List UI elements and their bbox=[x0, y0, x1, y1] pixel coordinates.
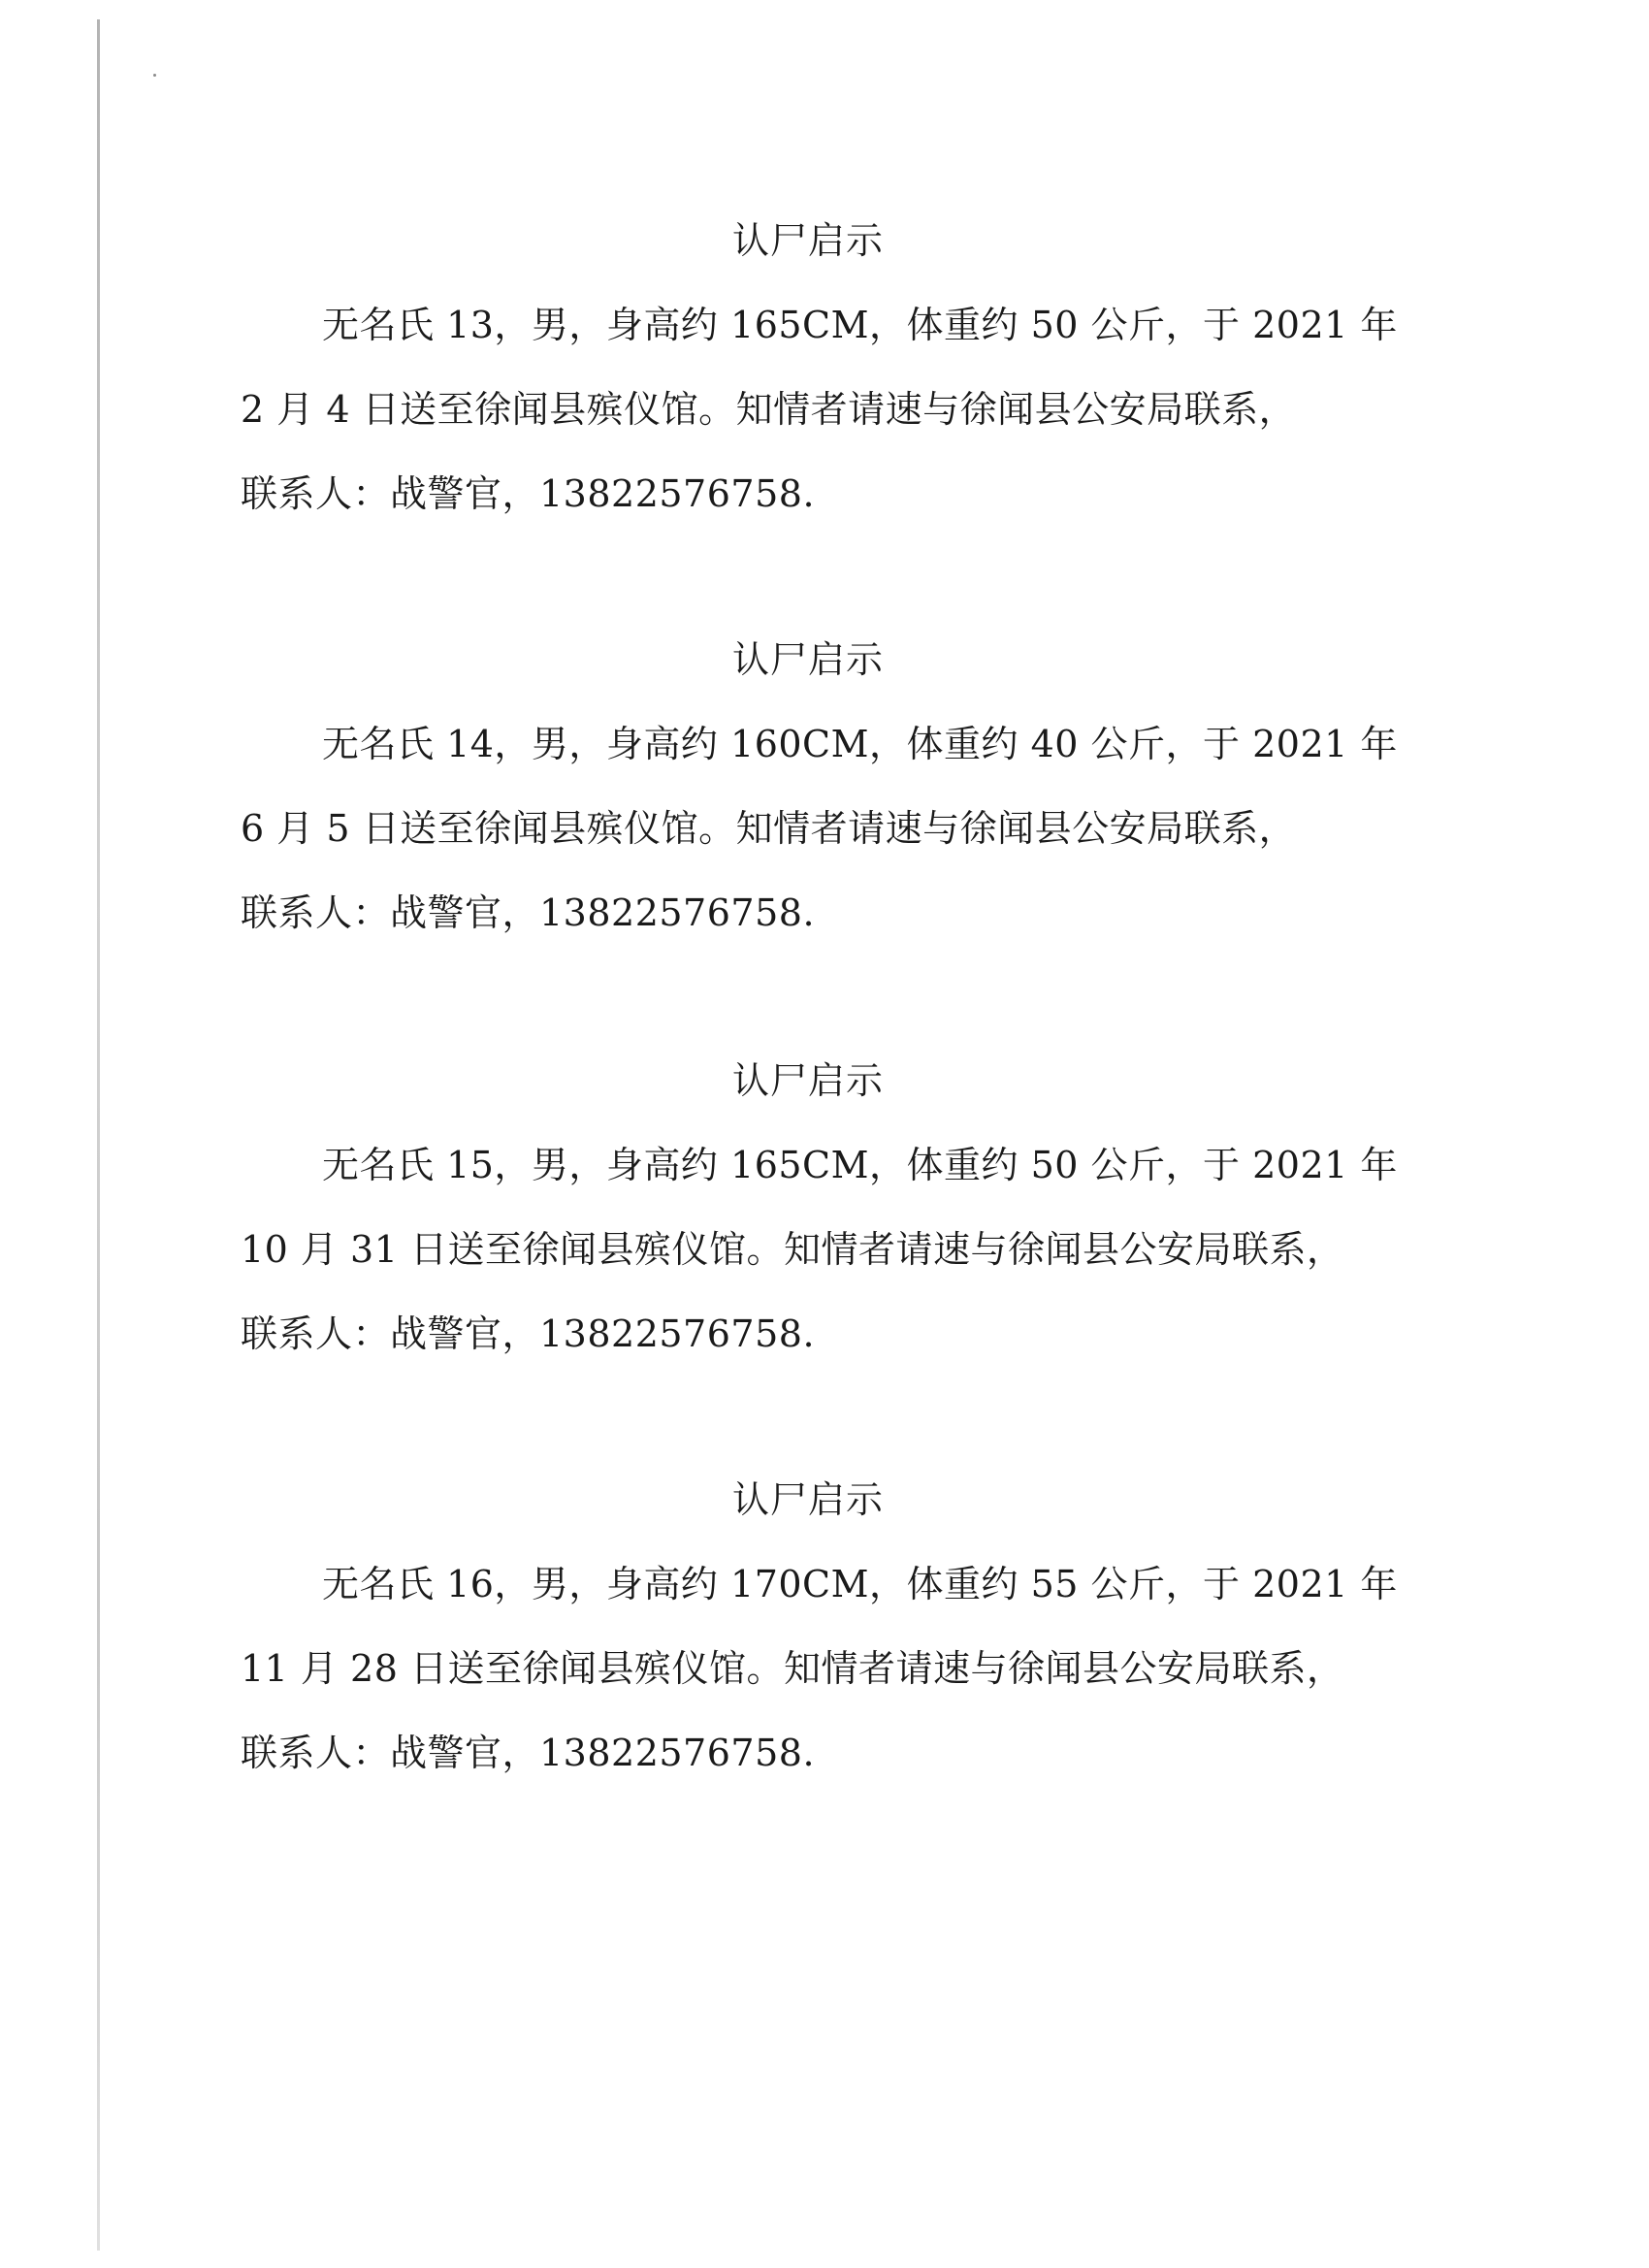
notice-line: 11 月 28 日送至徐闻县殡仪馆。知情者请速与徐闻县公安局联系， bbox=[241, 1647, 1344, 1690]
notice-title: 认尸启示 bbox=[731, 1478, 884, 1521]
notice-4 bbox=[241, 1478, 1398, 1774]
notice-line: 无名氏 15，男，身高约 165CM，体重约 50 公斤，于 2021 年 bbox=[322, 1144, 1398, 1186]
notice-line: 联系人：战警官，13822576758. bbox=[241, 891, 816, 934]
notice-title: 认尸启示 bbox=[731, 219, 884, 262]
notice-line: 无名氏 16，男，身高约 170CM，体重约 55 公斤，于 2021 年 bbox=[322, 1563, 1398, 1605]
scan-border-line bbox=[97, 19, 100, 2251]
notice-line: 联系人：战警官，13822576758. bbox=[241, 1732, 816, 1774]
notice-2 bbox=[241, 638, 1398, 934]
notice-line: 6 月 5 日送至徐闻县殡仪馆。知情者请速与徐闻县公安局联系， bbox=[241, 807, 1297, 850]
notice-line: 2 月 4 日送至徐闻县殡仪馆。知情者请速与徐闻县公安局联系， bbox=[241, 388, 1297, 431]
notice-title: 认尸启示 bbox=[731, 638, 884, 681]
scan-speck bbox=[153, 74, 156, 77]
notice-3 bbox=[241, 1059, 1398, 1355]
notice-line: 联系人：战警官，13822576758. bbox=[241, 1312, 816, 1355]
notice-title: 认尸启示 bbox=[731, 1059, 884, 1102]
notice-1 bbox=[241, 219, 1398, 515]
notice-line: 无名氏 14，男，身高约 160CM，体重约 40 公斤，于 2021 年 bbox=[322, 723, 1398, 765]
notice-line: 无名氏 13，男，身高约 165CM，体重约 50 公斤，于 2021 年 bbox=[322, 304, 1398, 346]
notice-line: 联系人：战警官，13822576758. bbox=[241, 472, 816, 515]
notice-line: 10 月 31 日送至徐闻县殡仪馆。知情者请速与徐闻县公安局联系， bbox=[241, 1228, 1344, 1271]
